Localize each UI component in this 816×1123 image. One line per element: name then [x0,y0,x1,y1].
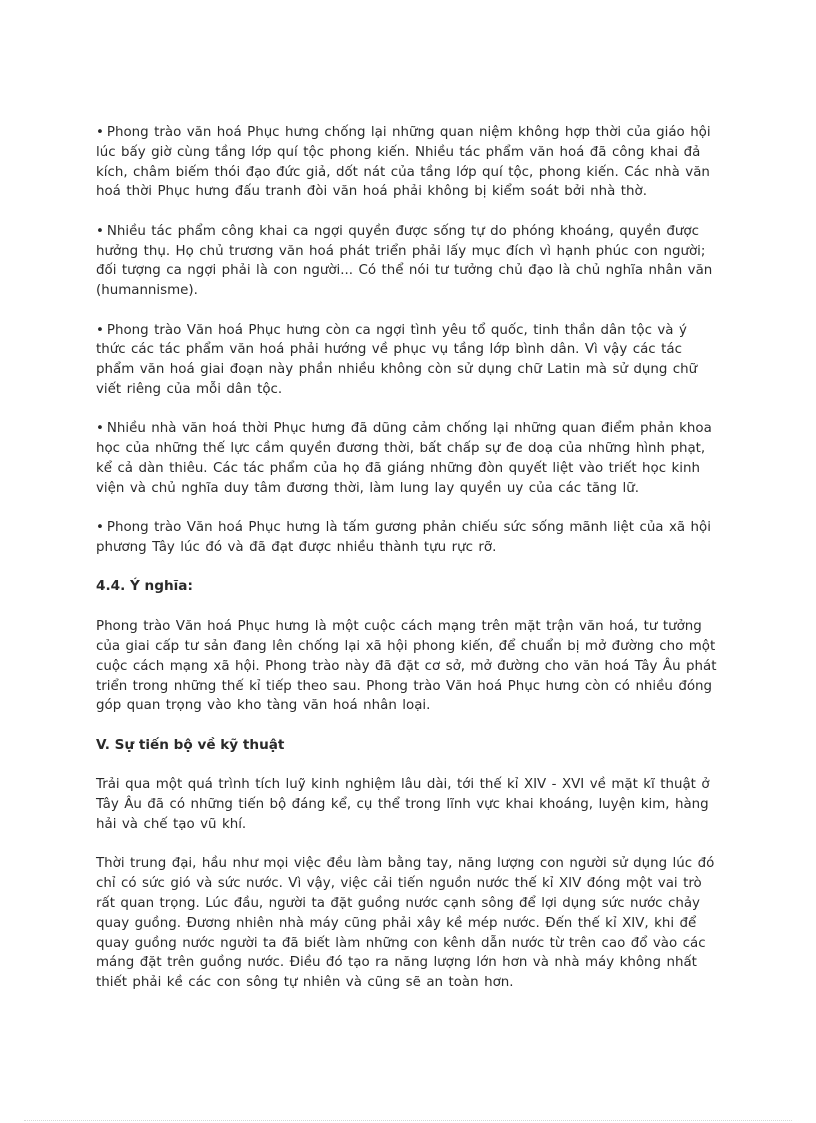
technology-paragraph-2: Thời trung đại, hầu như mọi việc đều làm bằng tay, năng lượng con người sử dụng lúc đó chỉ có sức gió và sức nước. Vì vậy, việc cải tiến nguồn nước thế kỉ XIV đóng một vai trò rất quan trọng. Lúc đầu, người ta đặt guồng nước cạnh sông để lợi dụng sức nước chảy quay guồng. Đương nhiên nhà máy cũng phải xây kề mép nước. Đến thế kỉ XIV, khi để quay guồng nước người ta đã biết làm những con kênh dẫn nước từ trên cao đổ vào các máng đặt trên guồng nước. Điều đó tạo ra năng lượng lớn hơn và nhà máy không nhất thiết phải kề các con sông tự nhiên và cũng sẽ an toàn hơn. [96,856,715,991]
technology-paragraph-1: Trải qua một quá trình tích luỹ kinh nghiệm lâu dài, tới thế kỉ XIV - XVI về mặt kĩ thuật ở Tây Âu đã có những tiến bộ đáng kể, cụ thể trong lĩnh vực khai khoáng, luyện kim, hàng hải và chế tạo vũ khí. [96,777,710,833]
page-bottom-divider [24,1120,792,1121]
bullet-paragraph-5 [96,518,720,558]
section-heading-meaning: 4.4. Ý nghĩa: [96,578,193,595]
bullet-paragraph-2 [96,222,720,301]
paragraph-text: Nhiều tác phẩm công khai ca ngợi quyền được sống tự do phóng khoáng, quyền được hưởng thụ. Họ chủ trương văn hoá phát triển phải lấy mục đích vì hạnh phúc con người; đối tượng ca ngợi phải là con người... Có thể nói tư tưởng chủ đạo là chủ nghĩa nhân văn (humannisme). [96,223,713,299]
bullet-icon: • [96,520,104,536]
paragraph-text: Phong trào Văn hoá Phục hưng còn ca ngợi tình yêu tổ quốc, tinh thần dân tộc và ý thức các tác phẩm văn hoá phải hướng về phục vụ tầng lớp bình dân. Vì vậy các tác phẩm văn hoá giai đoạn này phần nhiều không còn sử dụng chữ Latin mà sử dụng chữ viết riêng của mỗi dân tộc. [96,322,698,397]
bullet-icon: • [96,223,104,239]
meaning-paragraph: Phong trào Văn hoá Phục hưng là một cuộc cách mạng trên mặt trận văn hoá, tư tưởng của giai cấp tư sản đang lên chống lại xã hội phong kiến, để chuẩn bị mở đường cho một cuộc cách mạng xã hội. Phong trào này đã đặt cơ sở, mở đường cho văn hoá Tây Âu phát triển trong những thế kỉ tiếp theo sau. Phong trào Văn hoá Phục hưng còn có nhiều đóng góp quan trọng vào kho tàng văn hoá nhân loại. [96,619,717,714]
bullet-icon: • [96,421,104,437]
bullet-icon: • [96,322,104,338]
paragraph-text: Nhiều nhà văn hoá thời Phục hưng đã dũng cảm chống lại những quan điểm phản khoa học của những thế lực cầm quyền đương thời, bất chấp sự đe doạ của những hình phạt, kể cả dàn thiêu. Các tác phẩm của họ đã giáng những đòn quyết liệt vào triết học kinh viện và chủ nghĩa duy tâm đương thời, làm lung lay quyền uy của các tăng lữ. [96,421,712,496]
bullet-icon: • [96,125,104,140]
paragraph-text: Phong trào Văn hoá Phục hưng là tấm gương phản chiếu sức sống mãnh liệt của xã hội phương Tây lúc đó và đã đạt được nhiều thành tựu rực rỡ. [96,520,711,555]
section-heading-technology: V. Sự tiến bộ về kỹ thuật [96,736,285,753]
bullet-paragraph-3 [96,321,720,400]
bullet-paragraph-4 [96,419,720,498]
bullet-paragraph-1 [96,123,720,202]
document-page [96,123,720,1013]
paragraph-text: Phong trào văn hoá Phục hưng chống lại những quan niệm không hợp thời của giáo hội lúc bấy giờ cùng tầng lớp quí tộc phong kiến. Nhiều tác phẩm văn hoá đã công khai đả kích, châm biếm thói đạo đức giả, dốt nát của tầng lớp quí tộc, phong kiến. Các nhà văn hoá thời Phục hưng đấu tranh đòi văn hoá phải không bị kiểm soát bởi nhà thờ. [96,125,711,200]
